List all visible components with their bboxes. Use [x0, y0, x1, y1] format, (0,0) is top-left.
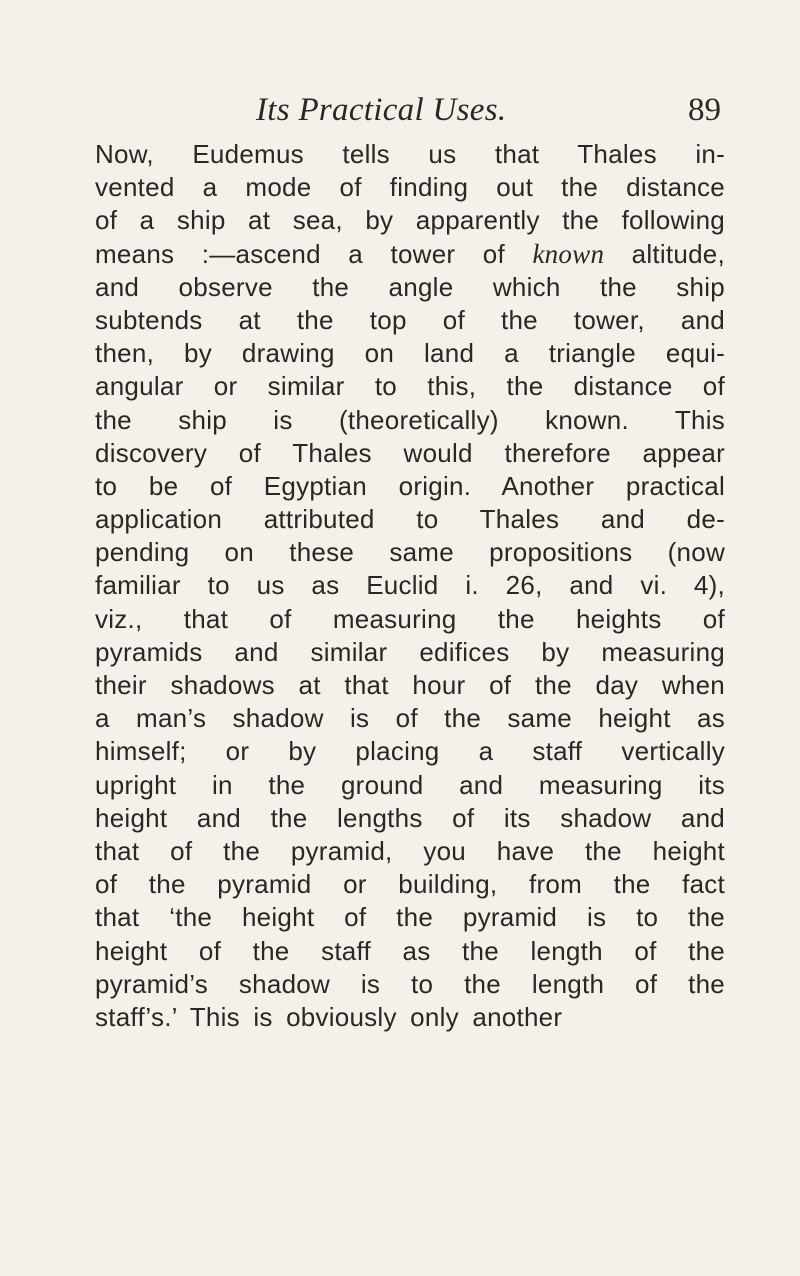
- text-line: angular or similar to this, the distance of: [95, 371, 725, 402]
- text-line: the ship is (theoretically) known. This: [95, 404, 725, 435]
- text-line: a man’s shadow is of the same height as: [95, 703, 725, 734]
- text-line: that of the pyramid, you have the height: [95, 835, 725, 866]
- text-line: height and the lengths of its shadow and: [95, 802, 725, 833]
- text-line: height of the staff as the length of the: [95, 935, 725, 966]
- text-line: Now, Eudemus tells us that Thales in-: [95, 139, 725, 169]
- text-line: pyramid’s shadow is to the length of the: [95, 968, 725, 999]
- text-line: of a ship at sea, by apparently the following: [95, 205, 725, 236]
- text-line: viz., that of measuring the heights of: [95, 603, 725, 634]
- text-line: familiar to us as Euclid i. 26, and vi. 4),: [95, 570, 725, 601]
- text-line: subtends at the top of the tower, and: [95, 304, 725, 335]
- text-line: to be of Egyptian origin. Another practical: [95, 470, 725, 501]
- text-line: of the pyramid or building, from the fact: [95, 869, 725, 900]
- text-line: upright in the ground and measuring its: [95, 769, 725, 800]
- page-number: 89: [688, 92, 721, 128]
- text-line: vented a mode of finding out the distance: [95, 172, 725, 203]
- text-line: discovery of Thales would therefore appear: [95, 437, 725, 468]
- text-segment: altitude,: [604, 238, 725, 269]
- text-line: their shadows at that hour of the day when: [95, 670, 725, 700]
- text-line: pending on these same propositions (now: [95, 537, 725, 568]
- body-paragraph: [95, 138, 725, 1034]
- text-line: pyramids and similar edifices by measuring: [95, 636, 725, 667]
- emphasized-word: known: [532, 238, 605, 269]
- text-line-with-emphasis: [95, 238, 725, 271]
- text-line: and observe the angle which the ship: [95, 271, 725, 302]
- text-line: then, by drawing on land a triangle equi-: [95, 338, 725, 369]
- running-title: Its Practical Uses.: [256, 92, 507, 128]
- running-head: [0, 92, 800, 132]
- text-segment: means :—ascend a tower of: [95, 238, 533, 269]
- text-line: himself; or by placing a staff vertically: [95, 736, 725, 767]
- text-line: application attributed to Thales and de-: [95, 504, 725, 535]
- text-line: that ‘the height of the pyramid is to the: [95, 902, 725, 933]
- text-line: staff’s.’ This is obviously only another: [95, 1001, 563, 1032]
